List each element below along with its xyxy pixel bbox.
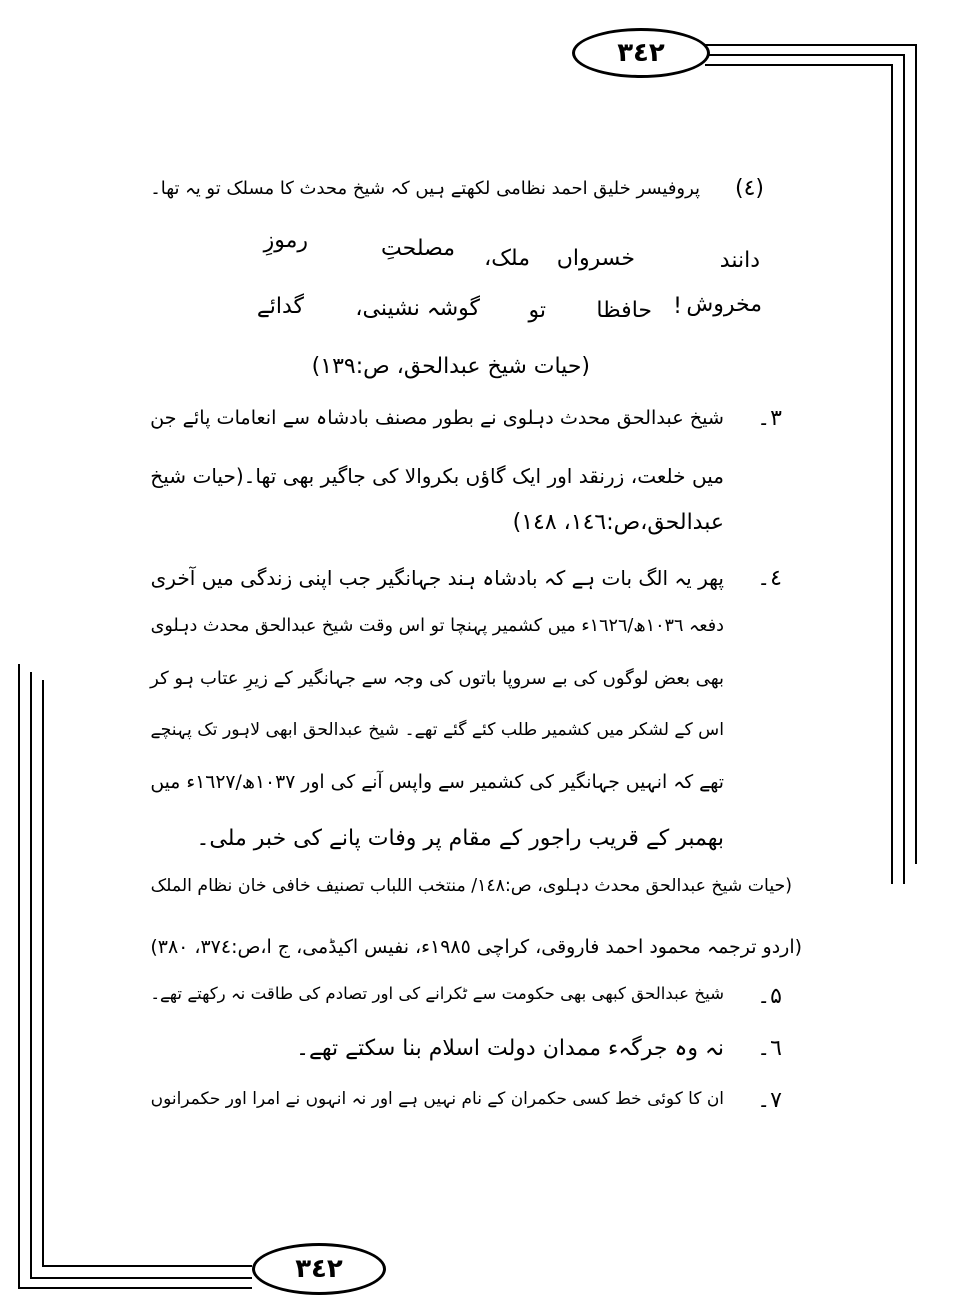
verse-word: حافظا (596, 298, 652, 323)
verse-word: دانند (719, 248, 760, 273)
verse-word: مخروش (686, 292, 762, 317)
frame-rule (705, 44, 917, 46)
frame-rule (18, 1287, 252, 1289)
verse-word: تو (528, 298, 546, 323)
paragraph-line: شیخ عبدالحق محدث دہلوی نے بطور مصنف بادشاہ سے انعامات پائے جن (150, 406, 724, 429)
item-marker: ٤۔ (757, 566, 782, 591)
frame-rule (915, 44, 917, 864)
frame-rule (705, 64, 893, 66)
frame-rule (891, 64, 893, 884)
verse-citation: (حیات شیخ عبدالحق، ص:١٣٩) (311, 354, 590, 379)
citation-line: (حیات شیخ عبدالحق محدث دہلوی، ص:١٤٨/ منتخب اللباب تصنیف خافی خان نظام الملک (150, 876, 792, 896)
paragraph-line: میں خلعت، زرنقد اور ایک گاؤں بکروالا کی جاگیر بھی تھا۔(حیات شیخ (150, 464, 724, 488)
item-marker: ٦۔ (757, 1036, 782, 1061)
item-marker: ٧۔ (757, 1088, 782, 1113)
verse-word: مصلحتِ (381, 236, 455, 261)
frame-rule (903, 54, 905, 884)
verse-word: ملک، (484, 246, 530, 271)
paragraph-line: نہ وہ جرگہء ممدان دولت اسلام بنا سکتے تھے۔ (296, 1036, 724, 1061)
frame-rule (30, 1277, 252, 1279)
verse-word: ! (673, 294, 682, 319)
paragraph-line: ان کا کوئی خط کسی حکمران کے نام نہیں ہے اور نہ انہوں نے امرا اور حکمرانوں (150, 1089, 724, 1109)
frame-rule (18, 664, 20, 1289)
paragraph-line: اس کے لشکر میں کشمیر طلب کئے گئے تھے۔ شیخ عبدالحق ابھی لاہور تک پہنچے (150, 720, 724, 740)
paragraph-line: بھی بعض لوگوں کی بے سروپا باتوں کی وجہ سے جہانگیر کے زیرِ عتاب ہو کر (150, 668, 724, 689)
verse-word: خسرواں (556, 246, 635, 271)
paragraph-line: دفعہ ١٠٣٦ھ/١٦٢٦ء میں کشمیر پہنچا تو اس وقت شیخ عبدالحق محدث دہلوی (150, 616, 724, 636)
frame-rule (42, 1265, 252, 1267)
frame-rule (705, 54, 905, 56)
page-number-top: ٣٤٢ (572, 28, 710, 78)
citation-line: (اردو ترجمہ محمود احمد فاروقی، کراچی ١٩٨٥ء، نفیس اکیڈمی، ج ا،ص:٣٧٤، ٣٨٠) (150, 936, 802, 958)
item-marker: (٤) (734, 176, 764, 201)
verse-word: رموزِ (263, 228, 308, 253)
paragraph-line: بھمبر کے قریب راجور کے مقام پر وفات پانے کی خبر ملی۔ (196, 826, 724, 851)
verse-word: گوشہ نشینی، (355, 296, 480, 321)
paragraph-line: تھے کہ انہیں جہانگیر کی کشمیر سے واپس آنے کی اور ١٠٣٧ھ/١٦٢٧ء میں (150, 772, 724, 793)
verse-word: گدائے (256, 294, 304, 319)
frame-rule (30, 672, 32, 1279)
page-number-bottom: ٣٤٢ (252, 1243, 386, 1295)
frame-rule (42, 680, 44, 1267)
item-marker: ۵۔ (757, 984, 782, 1009)
paragraph-line: شیخ عبدالحق کبھی بھی حکومت سے ٹکرانے کی اور تصادم کی طاقت نہ رکھتے تھے۔ (150, 984, 724, 1003)
paragraph-line: پھر یہ الگ بات ہے کہ بادشاہ ہند جہانگیر جب اپنی زندگی میں آخری (150, 566, 724, 590)
paragraph-line: عبدالحق،ص:١٤٦، ١٤٨) (512, 510, 724, 535)
item-marker: ٣۔ (757, 406, 782, 431)
paragraph-line: پروفیسر خلیق احمد نظامی لکھتے ہیں کہ شیخ محدث کا مسلک تو یہ تھا۔ (150, 178, 700, 199)
